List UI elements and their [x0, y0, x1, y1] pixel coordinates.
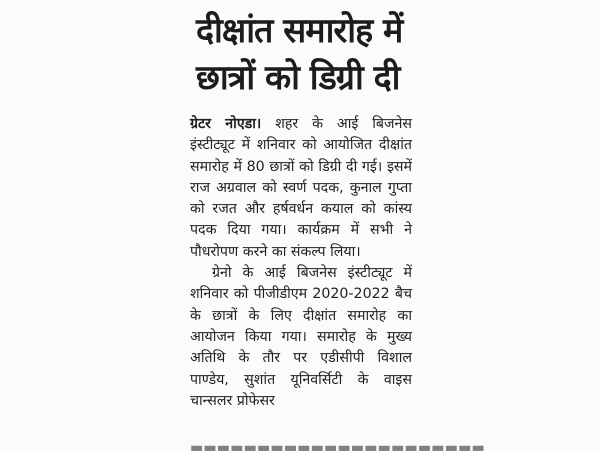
cut-off-line: ▬▬▬▬▬▬▬▬▬▬▬▬▬▬▬▬▬▬▬▬▬▬ — [190, 440, 485, 456]
article-body — [190, 114, 412, 412]
headline-line-2: छात्रों को डिग्री दी — [196, 58, 400, 98]
headline-line-1: दीक्षांत समारोह में — [196, 11, 403, 51]
paragraph-1-text: शहर के आई बिजनेस इंस्टीट्यूट में शनिवार को आयोजित दीक्षांत समारोह में 80 छात्रों को डिग्री दी गई। इसमें राज अग्रवाल को स्वर्ण पदक, कुनाल गुप्ता को रजत और हर्षवर्धन कयाल को कांस्य पदक दिया गया। कार्यक्रम में सभी ने पौधरोपण करने का संकल्प लिया। — [190, 116, 412, 260]
dateline: ग्रेटर नोएडा। — [190, 116, 262, 132]
article-paragraph-2: ग्रेनो के आई बिजनेस इंस्टीट्यूट में शनिवार को पीजीडीएम 2020-2022 बैच के छात्रों के लिए दीक्षांत समारोह का आयोजन किया गया। समारोह के मुख्य अतिथि के तौर पर एडीसीपी विशाल पाण्डेय, सुशांत यूनिवर्सिटी के वाइस चान्सलर प्रोफेसर — [190, 265, 412, 409]
article-paragraph-1 — [190, 114, 412, 263]
